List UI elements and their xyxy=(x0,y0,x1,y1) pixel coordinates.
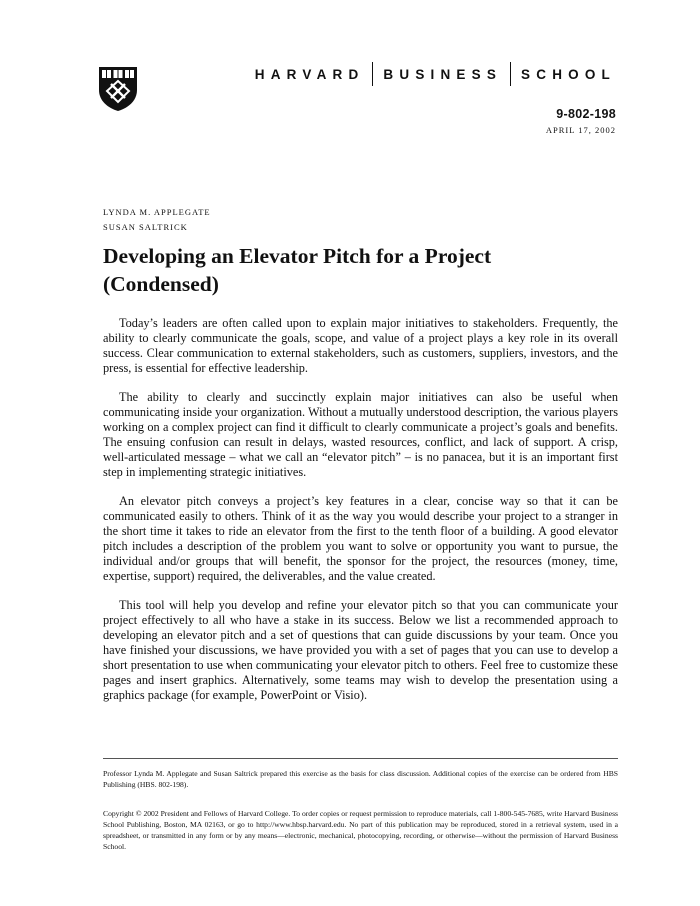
author-name: LYNDA M. APPLEGATE xyxy=(103,207,211,217)
school-name-divider xyxy=(372,62,373,86)
footnote: Professor Lynda M. Applegate and Susan Saltrick prepared this exercise as the basis for class discussion. Additional copies of the exercise can be ordered from HBS Publishing (HBS. 802-198). xyxy=(103,769,618,789)
school-name-divider xyxy=(510,62,511,86)
school-name xyxy=(255,62,616,86)
case-date: APRIL 17, 2002 xyxy=(545,125,616,135)
body-paragraph: Today’s leaders are often called upon to explain major initiatives to stakeholders. Frequently, the ability to clearly communicate the goals, scope, and value of a project plays a key role in its overall success. Clear communication to external stakeholders, such as customers, suppliers, investors, and the press, is essential for effective leadership. xyxy=(103,316,618,375)
school-word-school: SCHOOL xyxy=(521,66,616,82)
title-line: Developing an Elevator Pitch for a Project xyxy=(103,244,492,268)
page-title xyxy=(103,242,603,298)
body-paragraph: An elevator pitch conveys a project’s key features in a clear, concise way so that it can be communicated easily to others. Think of it as the way you would describe your project to a stranger in the short time it takes to ride an elevator from the first to the tenth floor of a building. A good elevator pitch includes a description of the problem you want to solve or opportunity you want to pursue, the individual and/or groups that will benefit, the sponsor for the project, the resources (money, time, expertise, support) required, the deliverables, and the value created. xyxy=(103,494,618,583)
school-word-business: BUSINESS xyxy=(383,66,503,82)
case-number: 9-802-198 xyxy=(556,107,616,121)
author-list xyxy=(103,205,211,235)
school-word-harvard: HARVARD xyxy=(254,66,365,82)
title-line: (Condensed) xyxy=(103,272,219,296)
body-text xyxy=(103,316,618,717)
author-name: SUSAN SALTRICK xyxy=(103,222,188,232)
body-paragraph: This tool will help you develop and refine your elevator pitch so that you can communicate your project effectively to all who have a stake in its success. Below we list a recommended approach to developing an elevator pitch and a set of questions that can guide discussions by your team. Once you have finished your discussions, we have provided you with a set of pages that you can use to develop a short presentation to use when communicating your elevator pitch to others. Feel free to customize these pages and insert graphics. Alternatively, some teams may wish to develop the presentation using a graphics package (for example, PowerPoint or Visio). xyxy=(103,598,618,702)
body-paragraph: The ability to clearly and succinctly explain major initiatives can also be useful when communicating inside your organization. Without a mutually understood description, the various players working on a complex project can find it difficult to clearly communicate a project’s goals and benefits. The ensuing confusion can result in delays, wasted resources, conflict, and lack of support. A crisp, well-articulated message – what we call an “elevator pitch” – is no panacea, but it is an important first step in implementing strategic initiatives. xyxy=(103,390,618,479)
harvard-shield-icon xyxy=(98,66,138,112)
copyright-notice: Copyright © 2002 President and Fellows of Harvard College. To order copies or request permission to reproduce materials, call 1-800-545-7685, write Harvard Business School Publishing, Boston, MA 02163, or go to http://www.hbsp.harvard.edu. No part of this publication may be reproduced, stored in a retrieval system, used in a spreadsheet, or transmitted in any form or by any means—electronic, mechanical, photocopying, recording, or otherwise—without the permission of Harvard Business School. xyxy=(103,809,618,851)
footnote-divider xyxy=(103,758,618,759)
